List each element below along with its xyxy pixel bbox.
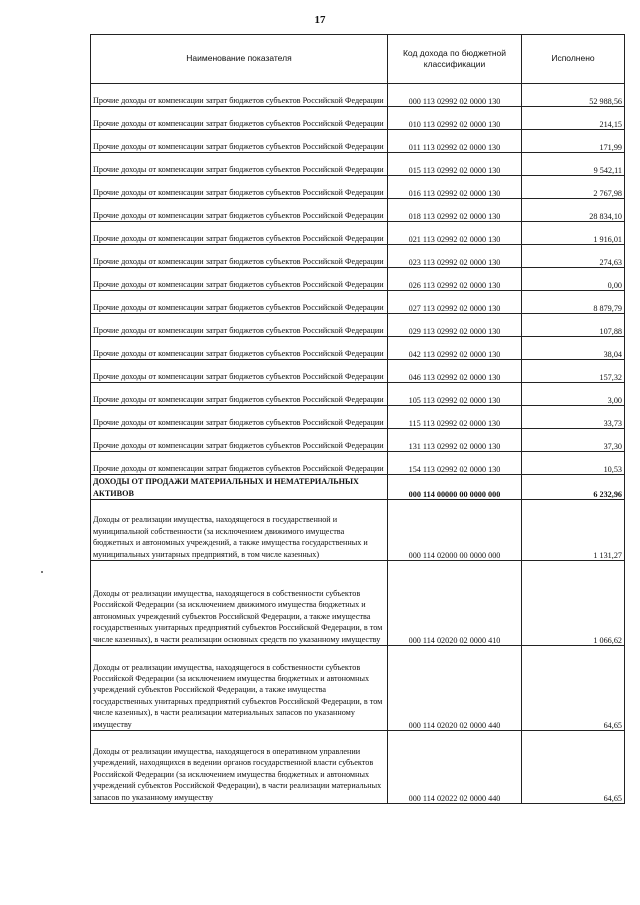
row-executed-value: 157,32 — [522, 360, 625, 383]
row-executed-value: 1 131,27 — [522, 500, 625, 561]
row-revenue-code: 016 113 02992 02 0000 130 — [388, 176, 522, 199]
row-revenue-code: 154 113 02992 02 0000 130 — [388, 452, 522, 475]
row-executed-value: 214,15 — [522, 107, 625, 130]
row-executed-value: 33,73 — [522, 406, 625, 429]
row-revenue-code: 105 113 02992 02 0000 130 — [388, 383, 522, 406]
table-row — [91, 646, 625, 731]
table-row — [91, 383, 625, 406]
table-row — [91, 199, 625, 222]
row-indicator-name: Прочие доходы от компенсации затрат бюджетов субъектов Российской Федерации — [91, 452, 388, 475]
row-revenue-code: 000 114 00000 00 0000 000 — [388, 475, 522, 500]
row-revenue-code: 023 113 02992 02 0000 130 — [388, 245, 522, 268]
row-executed-value: 6 232,96 — [522, 475, 625, 500]
row-executed-value: 107,88 — [522, 314, 625, 337]
row-indicator-name: Прочие доходы от компенсации затрат бюджетов субъектов Российской Федерации — [91, 130, 388, 153]
table-row — [91, 337, 625, 360]
table-row — [91, 107, 625, 130]
row-revenue-code: 015 113 02992 02 0000 130 — [388, 153, 522, 176]
row-indicator-name: Прочие доходы от компенсации затрат бюджетов субъектов Российской Федерации — [91, 245, 388, 268]
table-row — [91, 84, 625, 107]
row-indicator-name: Доходы от реализации имущества, находящегося в собственности субъектов Российской Федерации (за исключением движимого имущества бюджетных и автономных учреждений субъектов Российской Федерации, а также имущества государственных унитарных предприятий субъектов Российской Федерации, в том числе казенных), в части реализации основных средств по указанному имуществу — [91, 561, 388, 646]
row-indicator-name: ДОХОДЫ ОТ ПРОДАЖИ МАТЕРИАЛЬНЫХ И НЕМАТЕРИАЛЬНЫХ АКТИВОВ — [91, 475, 388, 500]
row-revenue-code: 011 113 02992 02 0000 130 — [388, 130, 522, 153]
row-indicator-name: Прочие доходы от компенсации затрат бюджетов субъектов Российской Федерации — [91, 406, 388, 429]
table-row — [91, 130, 625, 153]
row-executed-value: 8 879,79 — [522, 291, 625, 314]
row-indicator-name: Доходы от реализации имущества, находящегося в оперативном управлении учреждений, находящихся в ведении органов государственной власти субъектов Российской Федерации (за исключением имущества бюджетных и автономных учреждений субъектов Российской Федерации), в части реализации материальных запасов по указанному имуществу — [91, 731, 388, 804]
row-indicator-name: Прочие доходы от компенсации затрат бюджетов субъектов Российской Федерации — [91, 84, 388, 107]
table-row — [91, 475, 625, 500]
row-indicator-name: Прочие доходы от компенсации затрат бюджетов субъектов Российской Федерации — [91, 383, 388, 406]
row-executed-value: 1 066,62 — [522, 561, 625, 646]
row-indicator-name: Прочие доходы от компенсации затрат бюджетов субъектов Российской Федерации — [91, 268, 388, 291]
table-body — [91, 84, 625, 804]
row-indicator-name: Прочие доходы от компенсации затрат бюджетов субъектов Российской Федерации — [91, 222, 388, 245]
table-row — [91, 176, 625, 199]
row-executed-value: 2 767,98 — [522, 176, 625, 199]
row-indicator-name: Доходы от реализации имущества, находящегося в государственной и муниципальной собственности (за исключением движимого имущества бюджетных и автономных учреждений, а также имущества государственных и муниципальных унитарных предприятий, в том числе казенных) — [91, 500, 388, 561]
scan-speck — [41, 571, 43, 573]
row-indicator-name: Прочие доходы от компенсации затрат бюджетов субъектов Российской Федерации — [91, 429, 388, 452]
row-indicator-name: Прочие доходы от компенсации затрат бюджетов субъектов Российской Федерации — [91, 176, 388, 199]
table-row — [91, 731, 625, 804]
row-executed-value: 64,65 — [522, 731, 625, 804]
row-executed-value: 28 834,10 — [522, 199, 625, 222]
row-indicator-name: Прочие доходы от компенсации затрат бюджетов субъектов Российской Федерации — [91, 314, 388, 337]
row-revenue-code: 000 114 02020 02 0000 410 — [388, 561, 522, 646]
table-row — [91, 429, 625, 452]
row-indicator-name: Прочие доходы от компенсации затрат бюджетов субъектов Российской Федерации — [91, 291, 388, 314]
row-executed-value: 1 916,01 — [522, 222, 625, 245]
table-row — [91, 314, 625, 337]
row-indicator-name: Прочие доходы от компенсации затрат бюджетов субъектов Российской Федерации — [91, 107, 388, 130]
row-executed-value: 37,30 — [522, 429, 625, 452]
header-executed: Исполнено — [522, 35, 625, 84]
table-row — [91, 153, 625, 176]
table-row — [91, 245, 625, 268]
row-revenue-code: 046 113 02992 02 0000 130 — [388, 360, 522, 383]
table-header-row — [91, 35, 625, 84]
row-revenue-code: 029 113 02992 02 0000 130 — [388, 314, 522, 337]
row-revenue-code: 115 113 02992 02 0000 130 — [388, 406, 522, 429]
page-number: 17 — [314, 14, 326, 26]
row-indicator-name: Прочие доходы от компенсации затрат бюджетов субъектов Российской Федерации — [91, 360, 388, 383]
row-revenue-code: 000 114 02022 02 0000 440 — [388, 731, 522, 804]
row-executed-value: 9 542,11 — [522, 153, 625, 176]
row-revenue-code: 000 114 02000 00 0000 000 — [388, 500, 522, 561]
row-executed-value: 274,63 — [522, 245, 625, 268]
table-row — [91, 561, 625, 646]
row-indicator-name: Доходы от реализации имущества, находящегося в собственности субъектов Российской Федерации (за исключением имущества бюджетных и автономных учреждений субъектов Российской Федерации, а также имущества государственных унитарных предприятий субъектов Российской Федерации, в том числе казенных), в части реализации материальных запасов по указанному имуществу — [91, 646, 388, 731]
header-revenue-code: Код дохода по бюджетной классификации — [388, 35, 522, 84]
row-revenue-code: 021 113 02992 02 0000 130 — [388, 222, 522, 245]
row-revenue-code: 027 113 02992 02 0000 130 — [388, 291, 522, 314]
table-row — [91, 222, 625, 245]
row-executed-value: 10,53 — [522, 452, 625, 475]
row-revenue-code: 010 113 02992 02 0000 130 — [388, 107, 522, 130]
row-indicator-name: Прочие доходы от компенсации затрат бюджетов субъектов Российской Федерации — [91, 153, 388, 176]
row-executed-value: 3,00 — [522, 383, 625, 406]
row-revenue-code: 000 113 02992 02 0000 130 — [388, 84, 522, 107]
row-revenue-code: 018 113 02992 02 0000 130 — [388, 199, 522, 222]
budget-revenue-table — [90, 34, 625, 804]
row-revenue-code: 000 114 02020 02 0000 440 — [388, 646, 522, 731]
row-executed-value: 171,99 — [522, 130, 625, 153]
header-indicator-name: Наименование показателя — [91, 35, 388, 84]
table-row — [91, 268, 625, 291]
row-executed-value: 64,65 — [522, 646, 625, 731]
table-row — [91, 406, 625, 429]
row-indicator-name: Прочие доходы от компенсации затрат бюджетов субъектов Российской Федерации — [91, 337, 388, 360]
table-row — [91, 360, 625, 383]
row-executed-value: 0,00 — [522, 268, 625, 291]
table-row — [91, 452, 625, 475]
row-executed-value: 52 988,56 — [522, 84, 625, 107]
table-row — [91, 500, 625, 561]
row-revenue-code: 042 113 02992 02 0000 130 — [388, 337, 522, 360]
row-revenue-code: 026 113 02992 02 0000 130 — [388, 268, 522, 291]
row-indicator-name: Прочие доходы от компенсации затрат бюджетов субъектов Российской Федерации — [91, 199, 388, 222]
row-executed-value: 38,04 — [522, 337, 625, 360]
table-row — [91, 291, 625, 314]
row-revenue-code: 131 113 02992 02 0000 130 — [388, 429, 522, 452]
